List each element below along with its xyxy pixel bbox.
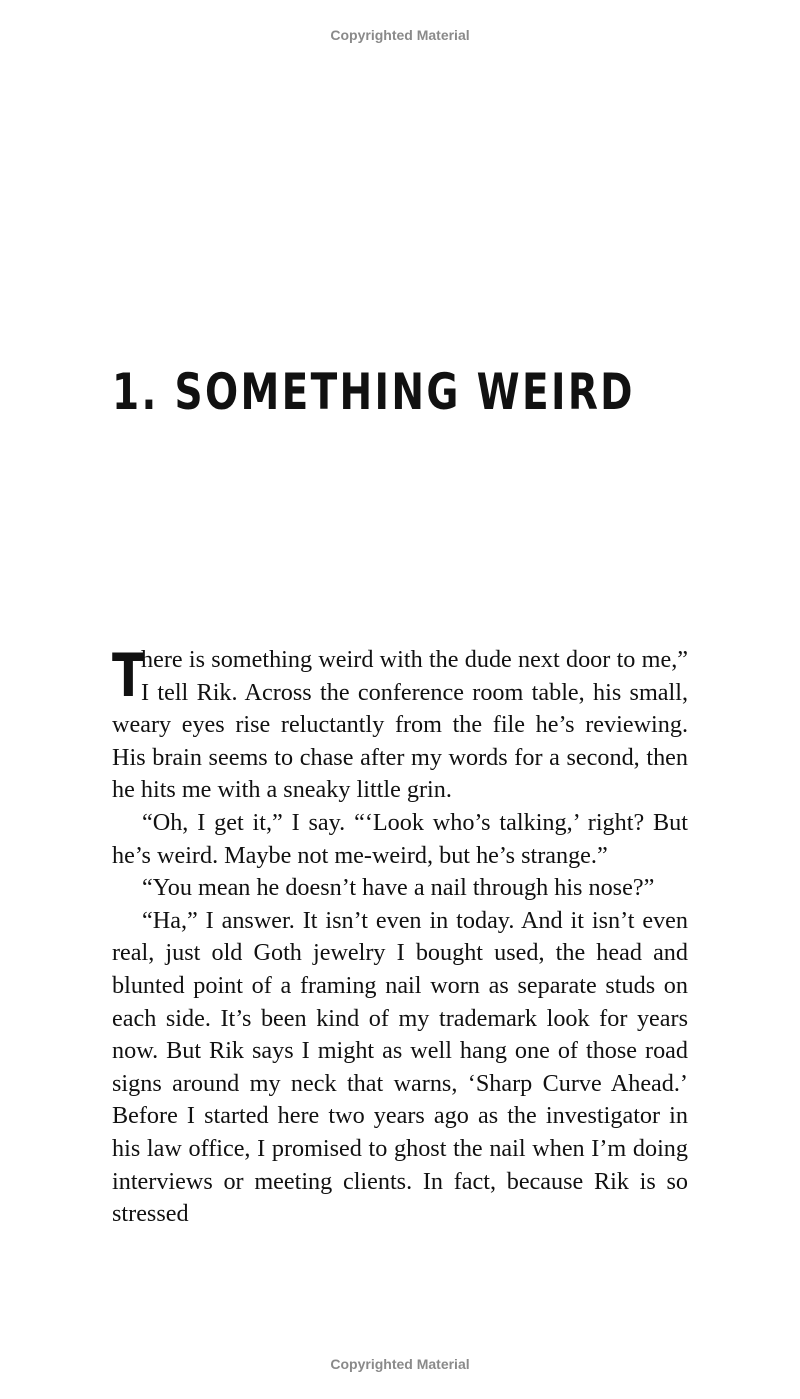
chapter-body: [112, 641, 688, 1231]
paragraph-1: [112, 641, 688, 807]
drop-cap: T: [112, 641, 145, 711]
paragraph-2: “Oh, I get it,” I say. “‘Look who’s talking,’ right? But he’s weird. Maybe not me-weird, but he’s strange.”: [112, 808, 688, 869]
paragraph-4: “Ha,” I answer. It isn’t even in today. And it isn’t even real, just old Goth jewelry I bought used, the head and blunted point of a framing nail worn as separate studs on each side. It’s been kind of my trademark look for years now. But Rik says I might as well hang one of those road signs around my neck that warns, ‘Sharp Curve Ahead.’ Before I started here two years ago as the investigator in his law office, I promised to ghost the nail when I’m doing interviews or meeting clients. In fact, because Rik is so stressed: [112, 906, 688, 1228]
paragraph-1-text: here is something weird with the dude next door to me,” I tell Rik. Across the conference room table, his small, weary eyes rise reluctantly from the file he’s reviewing. His brain seems to chase after my words for a second, then he hits me with a sneaky little grin.: [112, 646, 688, 804]
copyright-watermark-bottom: Copyrighted Material: [330, 1356, 470, 1372]
copyright-watermark-top: Copyrighted Material: [330, 27, 470, 43]
chapter-title: 1. SOMETHING WEIRD: [112, 363, 635, 421]
paragraph-3: “You mean he doesn’t have a nail through his nose?”: [142, 874, 655, 902]
